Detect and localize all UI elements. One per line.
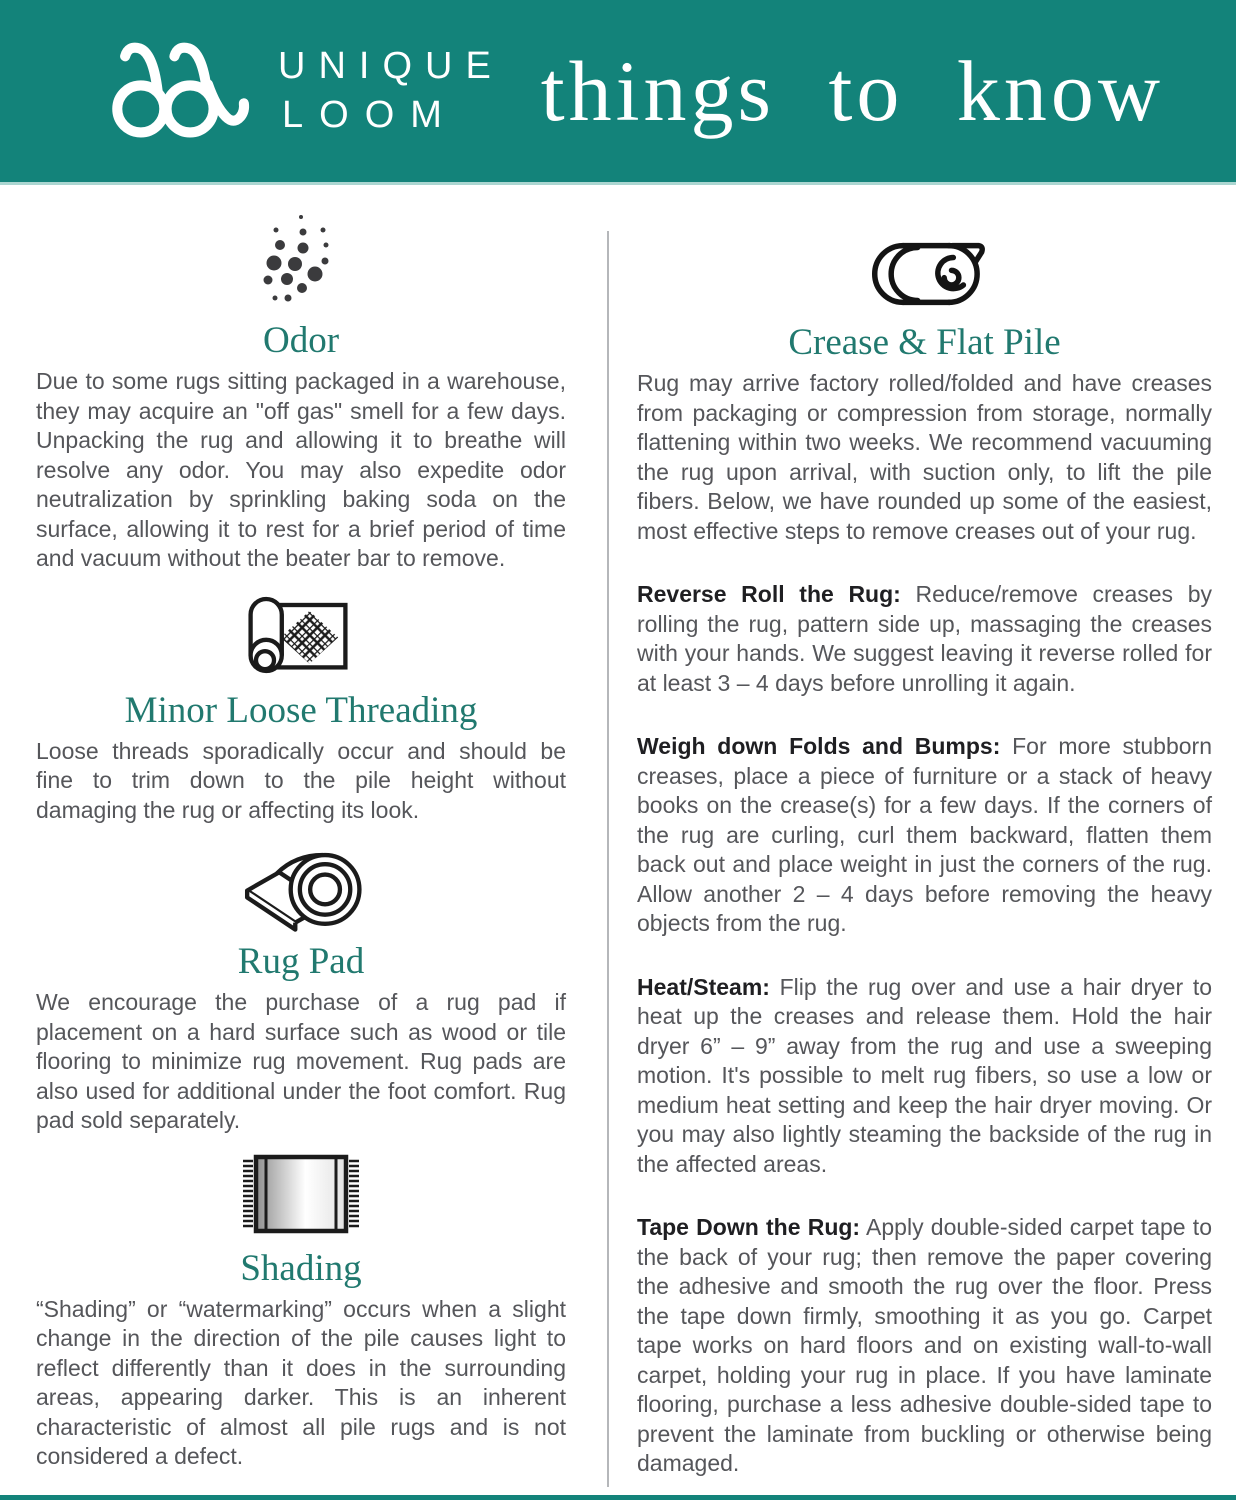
section-crease-flat-pile — [637, 235, 1212, 546]
section-rug-pad — [36, 840, 566, 1136]
section-body: Rug may arrive factory rolled/folded and have creases from packaging or compression from storage, normally flattening within two weeks. We recommend vacuuming the rug upon arrival, with suction only, to lift the pile fibers. Below, we have rounded up some of the easiest, most effective steps to remove creases out of your rug. — [637, 370, 1212, 544]
header-banner — [0, 0, 1236, 185]
section-odor — [36, 211, 566, 574]
tip-label: Reverse Roll the Rug: — [637, 581, 901, 607]
section-body: We encourage the purchase of a rug pad if placement on a hard surface such as wood or tile flooring to minimize rug movement. Rug pads are also used for additional under the foot comfort. Rug pad sold separately. — [36, 989, 566, 1133]
tip-weigh-down — [637, 732, 1212, 939]
tip-label: Weigh down Folds and Bumps: — [637, 733, 1001, 759]
tip-body: Reduce/remove creases by rolling the rug, pattern side up, massaging the creases with your hands. We suggest leaving it reverse rolled for at least 3 – 4 days before unrolling it again. — [637, 581, 1213, 696]
left-column — [36, 185, 566, 1495]
rug-pad-roll-icon — [238, 840, 364, 932]
brand-name — [278, 42, 504, 141]
tip-body: For more stubborn creases, place a piece of furniture or a stack of heavy books on the crease(s) for a few days. If the corners of the rug are curling, curl them backward, flatten them back out and place weight in just the corners of the rug. Allow another 2 – 4 days before removing the heavy objects from the rug. — [637, 733, 1212, 936]
section-body: Due to some rugs sitting packaged in a warehouse, they may acquire an "off gas" smell for a few days. Unpacking the rug and allowing it to breathe will resolve any odor. You may also expedite odor neutralization by sprinkling baking soda on the surface, allowing it to rest for a brief period of time and vacuum without the beater bar to remove. — [36, 368, 566, 571]
section-heading: Rug Pad — [237, 941, 365, 982]
footer-strip — [0, 1495, 1236, 1500]
tip-body: Apply double-sided carpet tape to the back of your rug; then remove the paper covering the adhesive and smooth the rug over the floor. Press the tape down firmly, smoothing it as you go. Carpet tape works on hard floors and on existing wall-to-wall carpet, holding your rug in place. If you have laminate flooring, purchase a less adhesive double-sided tape to prevent the laminate from buckling or otherwise being damaged. — [637, 1214, 1212, 1476]
section-minor-loose-threading — [36, 589, 566, 826]
section-heading: Odor — [262, 320, 340, 361]
loom-double-loop-icon — [100, 35, 260, 147]
tip-label: Heat/Steam: — [637, 973, 770, 1000]
unique-loom-logo — [100, 35, 504, 147]
tip-tape-down — [637, 1213, 1212, 1479]
rolled-rug-side-icon — [861, 235, 989, 313]
odor-specks-icon — [251, 211, 351, 311]
section-heading: Crease & Flat Pile — [788, 322, 1061, 363]
tip-body: Flip the rug over and use a hair dryer to heat up the creases and release them. Hold the hair dryer 6” – 9” away from the rug and use a sweeping motion. It's possible to melt rug fibers, so use a low or medium heat setting and keep the hair dryer moving. Or you may also lightly steaming the backside of the rug in the affected areas. — [637, 973, 1212, 1177]
tip-heat-steam — [637, 973, 1212, 1180]
brand-line-1: UNIQUE — [278, 44, 504, 87]
tip-reverse-roll — [637, 580, 1212, 698]
shaded-rug-fringe-icon — [240, 1151, 362, 1239]
content-area — [0, 185, 1236, 1495]
section-heading: Shading — [240, 1247, 362, 1289]
page-title: things to know — [540, 43, 1164, 139]
tip-label: Tape Down the Rug: — [637, 1214, 861, 1240]
unrolling-rug-crosshatch-icon — [241, 589, 361, 681]
column-divider — [607, 231, 609, 1487]
section-heading: Minor Loose Threading — [124, 689, 478, 731]
right-column — [637, 185, 1212, 1495]
section-shading — [36, 1151, 566, 1472]
section-body: “Shading” or “watermarking” occurs when a slight change in the direction of the pile causes light to reflect differently than it does in the surrounding areas, appearing darker. This is an inherent characteristic of almost all pile rugs and is not considered a defect. — [36, 1295, 566, 1469]
brand-line-2: LOOM — [282, 94, 458, 136]
section-body: Loose threads sporadically occur and should be fine to trim down to the pile height without damaging the rug or affecting its look. — [36, 737, 566, 823]
